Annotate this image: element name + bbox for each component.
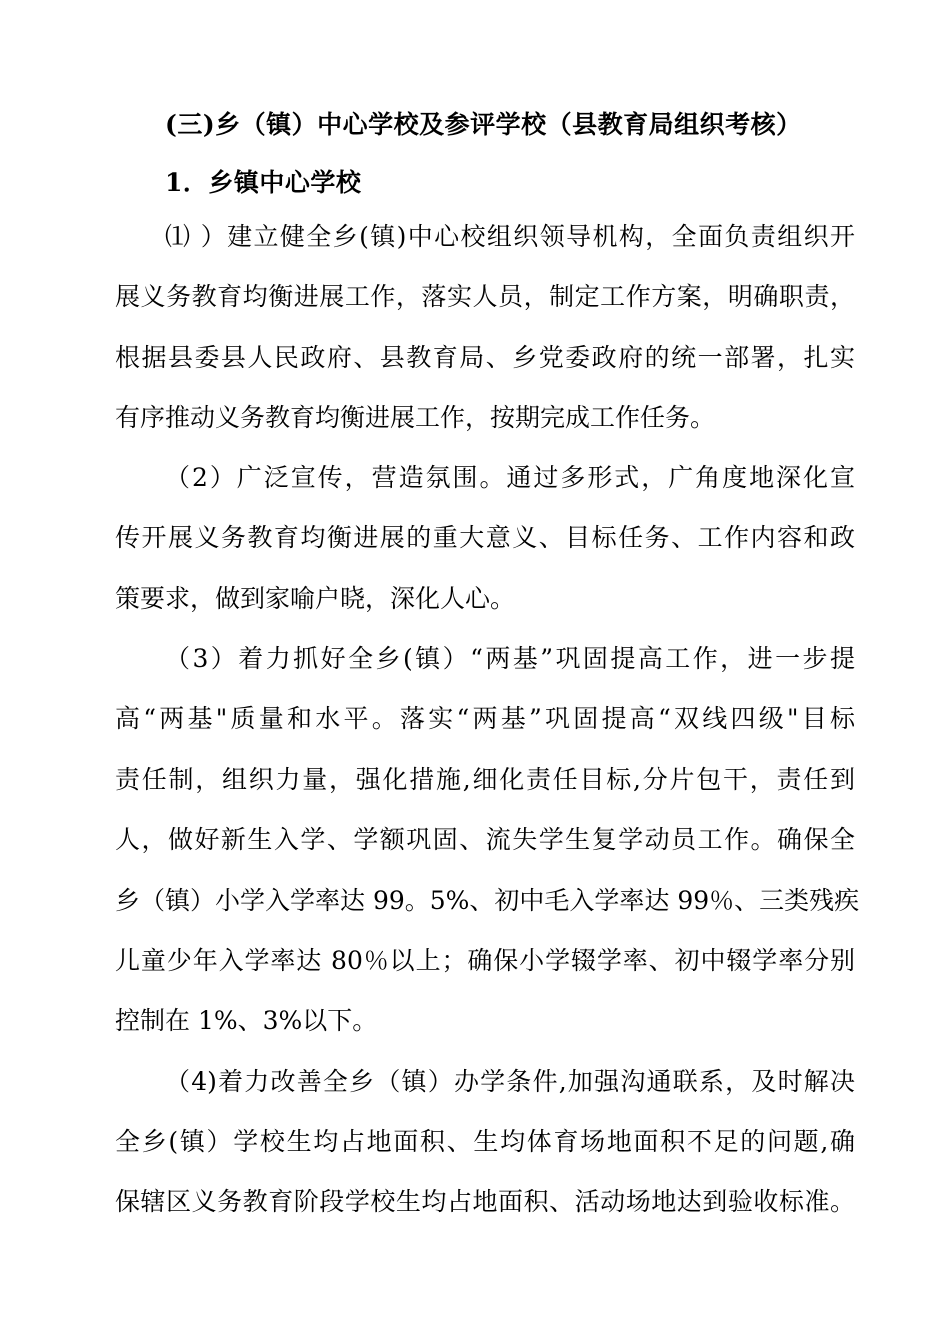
- paragraph-3-line-3: 责任制，组织力量，强化措施,细化责任目标,分片包干，责任到: [115, 765, 855, 794]
- paragraph-3-line-7: 控制在 1%、3%以下。: [115, 1006, 378, 1035]
- paragraph-4-line-1: （4)着力改善全乡（镇）办学条件,加强沟通联系，及时解决: [165, 1067, 855, 1096]
- paragraph-3-line-1: （3）着力抓好全乡(镇）“两基”巩固提高工作，进一步提: [165, 644, 855, 673]
- section-title: (三)乡（镇）中心学校及参评学校（县教育局组织考核）: [165, 110, 802, 139]
- paragraph-1-line-2: 展义务教育均衡进展工作，落实人员，制定工作方案，明确职责，: [115, 282, 855, 311]
- paragraph-1-line-1: ⑴ ）建立健全乡(镇)中心校组织领导机构，全面负责组织开: [165, 222, 855, 251]
- paragraph-2-line-2: 传开展义务教育均衡进展的重大意义、目标任务、工作内容和政: [115, 523, 855, 552]
- paragraph-3-line-5: 乡（镇）小学入学率达 99。5%、初中毛入学率达 99％、三类残疾: [115, 886, 860, 915]
- paragraph-2-line-1: （2）广泛宣传，营造氛围。通过多形式，广角度地深化宣: [165, 463, 855, 492]
- paragraph-1-line-3: 根据县委县人民政府、县教育局、乡党委政府的统一部署，扎实: [115, 343, 855, 372]
- paragraph-2-line-3: 策要求，做到家喻户晓，深化人心。: [115, 584, 516, 613]
- paragraph-4-line-3: 保辖区义务教育阶段学校生均占地面积、活动场地达到验收标准。: [115, 1187, 855, 1216]
- paragraph-3-line-4: 人，做好新生入学、学额巩固、流失学生复学动员工作。确保全: [115, 825, 855, 854]
- paragraph-3-line-2: 高“两基"质量和水平。落实“两基”巩固提高“双线四级"目标: [115, 704, 855, 733]
- paragraph-3-line-6: 儿童少年入学率达 80％以上；确保小学辍学率、初中辍学率分别: [115, 946, 855, 975]
- paragraph-1-line-4: 有序推动义务教育均衡进展工作，按期完成工作任务。: [115, 403, 716, 432]
- subsection-title: 1．乡镇中心学校: [165, 168, 362, 197]
- paragraph-4-line-2: 全乡(镇）学校生均占地面积、生均体育场地面积不足的问题,确: [115, 1127, 855, 1156]
